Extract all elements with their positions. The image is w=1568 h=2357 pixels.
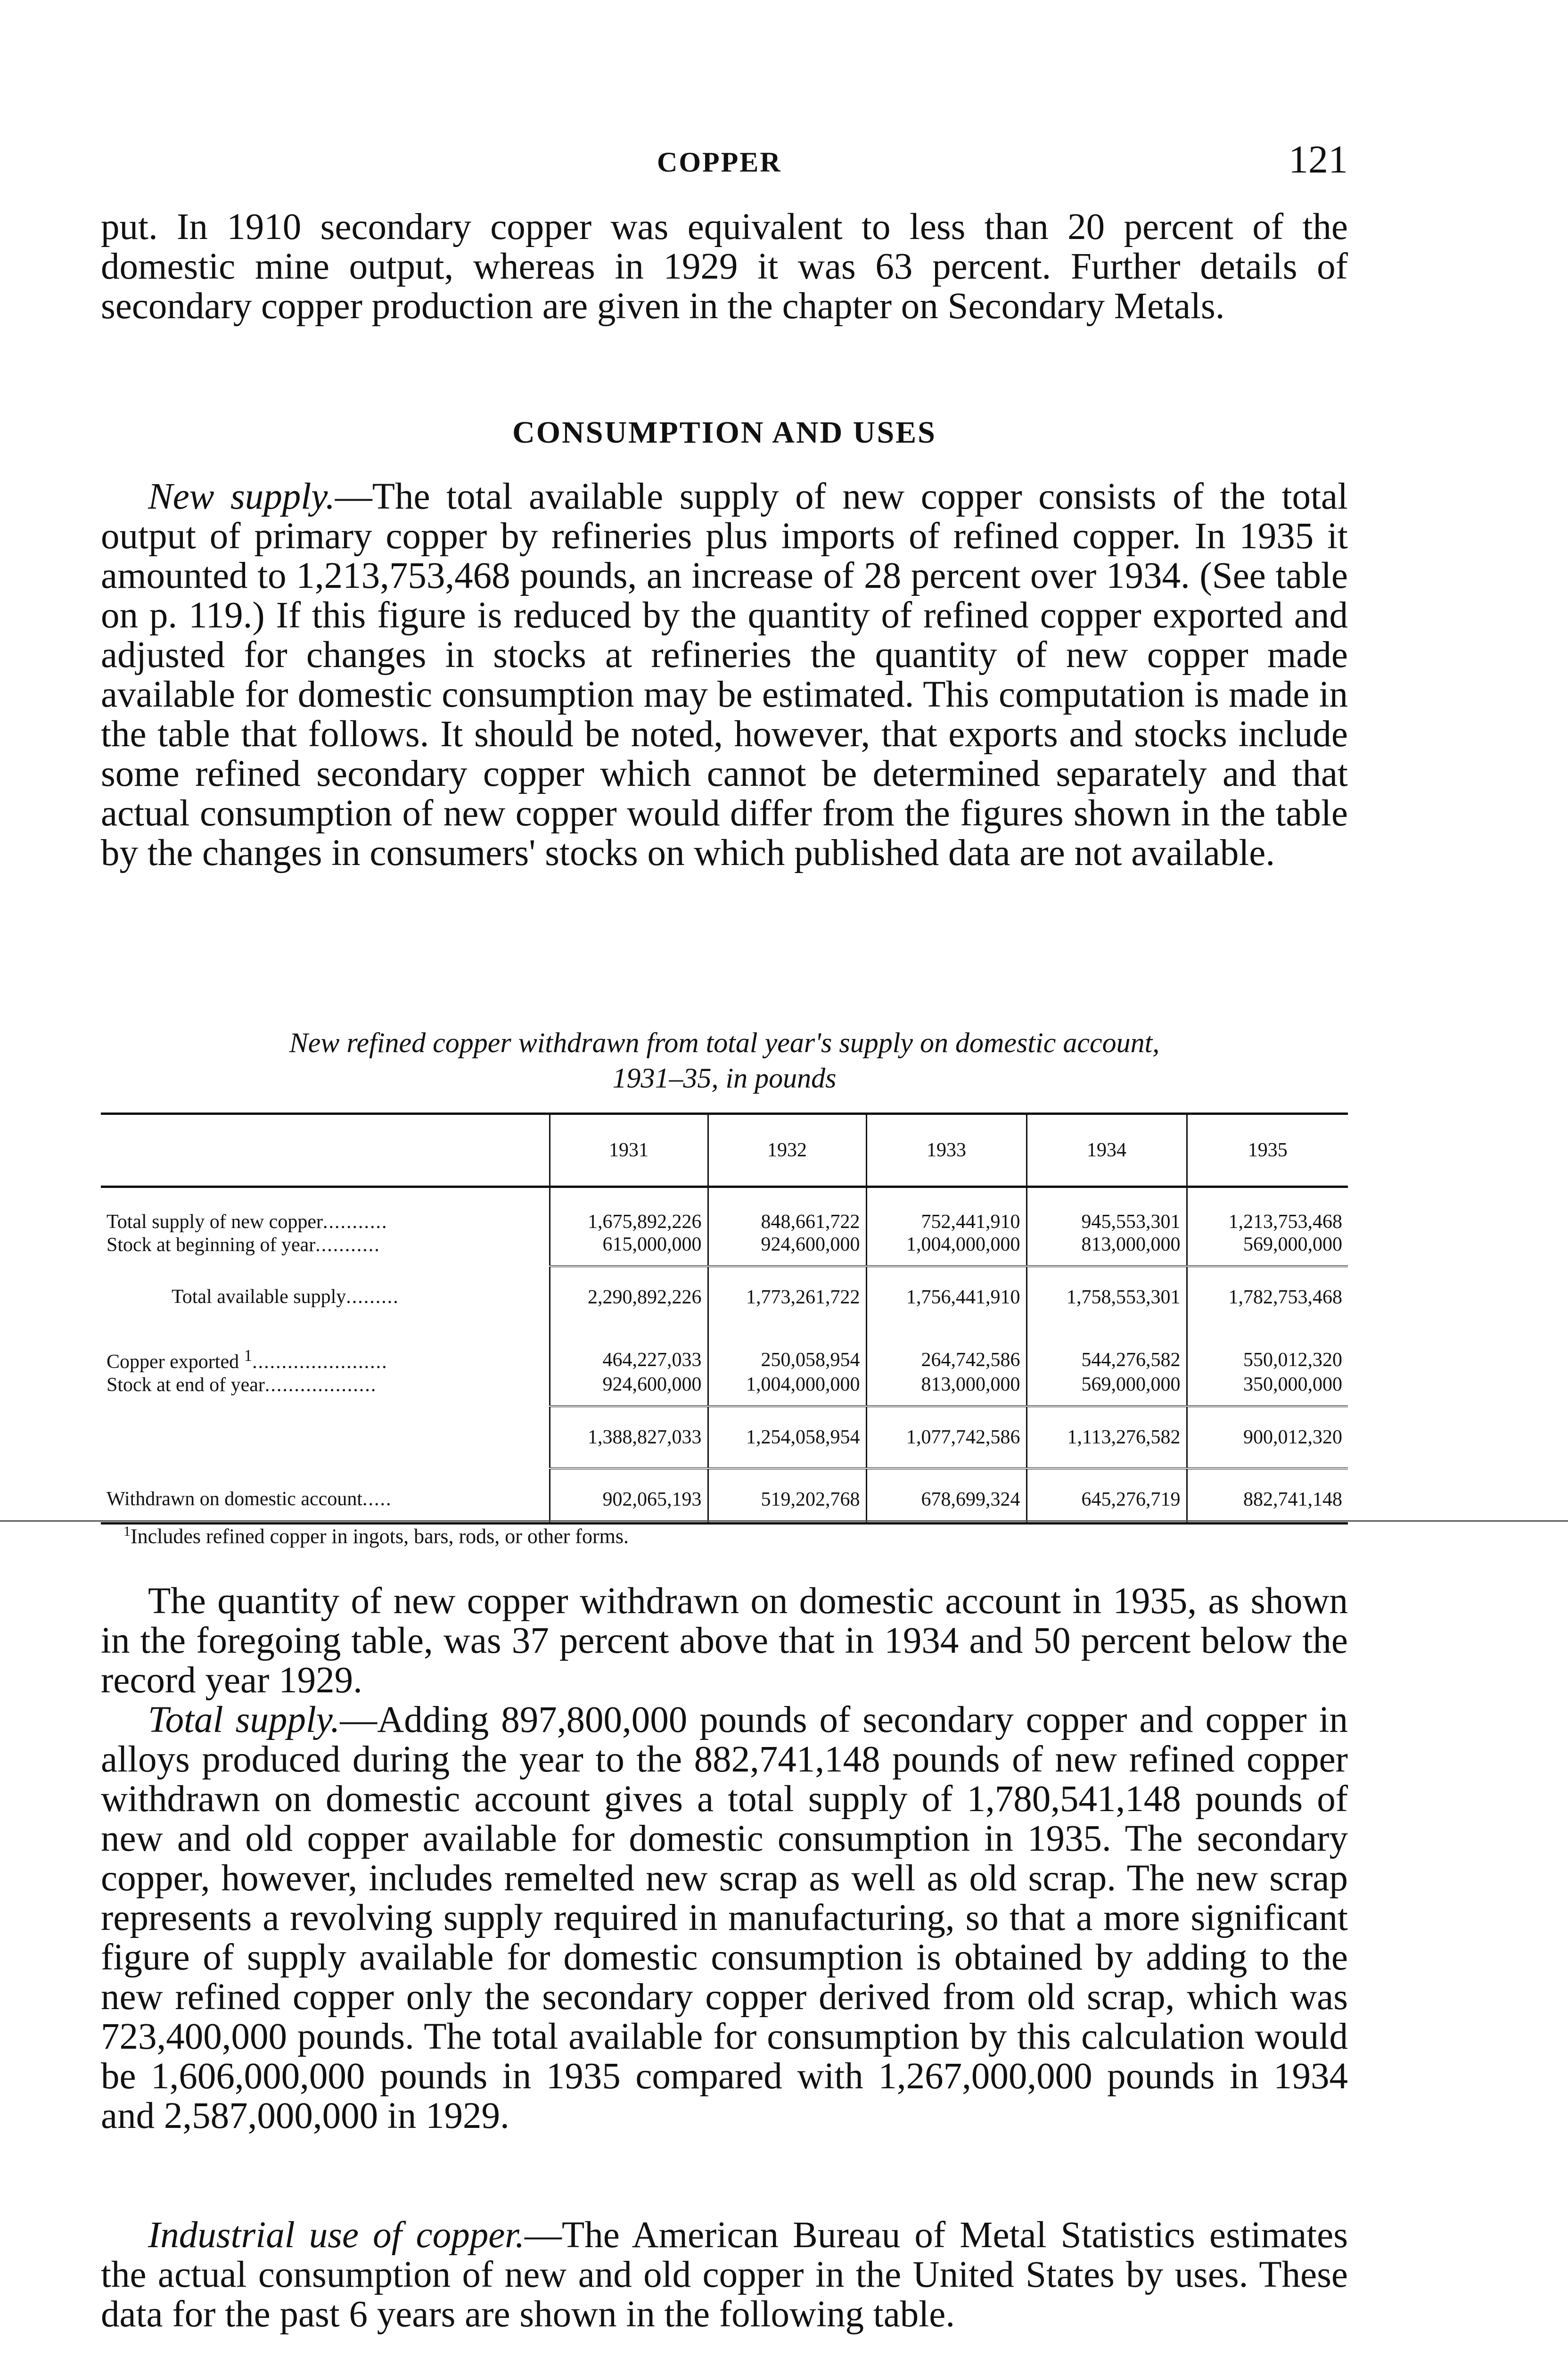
table-cell: 902,065,193 bbox=[550, 1468, 708, 1524]
page-header bbox=[101, 138, 1348, 184]
row-label: Stock at beginning of year........... bbox=[107, 1234, 380, 1256]
table-cell: 678,699,324 bbox=[866, 1468, 1026, 1524]
page-number: 121 bbox=[1289, 138, 1348, 181]
table-cell: 464,227,033 bbox=[550, 1327, 708, 1373]
table-cell: 350,000,000 bbox=[1187, 1373, 1348, 1406]
table-title-line-1: New refined copper withdrawn from total year's supply on domestic account, bbox=[289, 1027, 1160, 1058]
table-cell: 1,773,261,722 bbox=[708, 1266, 866, 1327]
column-header-year: 1934 bbox=[1026, 1114, 1187, 1187]
table-header-row bbox=[101, 1114, 1348, 1187]
table-row-total bbox=[101, 1266, 1348, 1327]
column-header-label bbox=[101, 1114, 550, 1187]
table-cell: 1,213,753,468 bbox=[1187, 1187, 1348, 1234]
row-label: Withdrawn on domestic account..... bbox=[101, 1468, 550, 1524]
table-cell: 882,741,148 bbox=[1187, 1468, 1348, 1524]
table-cell: 924,600,000 bbox=[708, 1233, 866, 1266]
column-header-year: 1935 bbox=[1187, 1114, 1348, 1187]
table-cell: 848,661,722 bbox=[708, 1187, 866, 1234]
row-label-empty bbox=[101, 1406, 550, 1468]
run-in-heading-new-supply: New supply. bbox=[148, 476, 335, 517]
row-label: Total available supply......... bbox=[172, 1286, 399, 1308]
table-cell: 1,758,553,301 bbox=[1026, 1266, 1187, 1327]
column-header-year: 1932 bbox=[708, 1114, 866, 1187]
row-label: Stock at end of year................... bbox=[107, 1374, 377, 1396]
table-row bbox=[101, 1233, 1348, 1266]
table-title bbox=[101, 1025, 1348, 1096]
table-cell: 924,600,000 bbox=[550, 1373, 708, 1406]
paragraph-new-supply bbox=[101, 477, 1348, 873]
table-cell: 1,782,753,468 bbox=[1187, 1266, 1348, 1327]
running-head: COPPER bbox=[657, 147, 782, 178]
table-cell: 1,113,276,582 bbox=[1026, 1406, 1187, 1468]
table-cell: 813,000,000 bbox=[1026, 1233, 1187, 1266]
table-row-withdrawn bbox=[101, 1468, 1348, 1524]
table-row bbox=[101, 1187, 1348, 1234]
table-title-line-2: 1931–35, in pounds bbox=[612, 1063, 837, 1094]
footnote-rule bbox=[0, 1520, 1568, 1522]
section-heading: CONSUMPTION AND USES bbox=[512, 415, 936, 450]
column-header-year: 1933 bbox=[866, 1114, 1026, 1187]
footnote-mark: 1 bbox=[123, 1524, 131, 1539]
table-cell: 752,441,910 bbox=[866, 1187, 1026, 1234]
table-row-subtotal bbox=[101, 1406, 1348, 1468]
column-header-year: 1931 bbox=[550, 1114, 708, 1187]
paragraph-industrial-use bbox=[101, 2216, 1348, 2334]
footnote-mark: 1 bbox=[244, 1346, 253, 1365]
table-cell: 813,000,000 bbox=[866, 1373, 1026, 1406]
row-label: Total supply of new copper........... bbox=[107, 1211, 388, 1233]
table-cell: 569,000,000 bbox=[1187, 1233, 1348, 1266]
table-cell: 900,012,320 bbox=[1187, 1406, 1348, 1468]
table-cell: 1,077,742,586 bbox=[866, 1406, 1026, 1468]
run-in-heading-industrial-use: Industrial use of copper. bbox=[148, 2215, 525, 2256]
table-cell: 544,276,582 bbox=[1026, 1327, 1187, 1373]
paragraph-secondary-copper: put. In 1910 secondary copper was equivalent to less than 20 percent of the domestic mine output, whereas in 1929 it was 63 percent. Further details of secondary copper production are given in the chapter on Secondary Metals. bbox=[101, 206, 1348, 327]
paragraph-quantity-withdrawn: The quantity of new copper withdrawn on domestic account in 1935, as shown in the foregoing table, was 37 percent above that in 1934 and 50 percent below the record year 1929. bbox=[101, 1581, 1348, 1701]
table-cell: 1,254,058,954 bbox=[708, 1406, 866, 1468]
paragraph-industrial-use-text: —The American Bureau of Metal Statistics estimates the actual consumption of new and old copper in the United States by uses. These data for the past 6 years are shown in the following table. bbox=[101, 2215, 1348, 2335]
table-cell: 615,000,000 bbox=[550, 1233, 708, 1266]
table-cell: 645,276,719 bbox=[1026, 1468, 1187, 1524]
row-label: Copper exported $^1$....................... bbox=[107, 1346, 388, 1373]
run-in-heading-total-supply: Total supply. bbox=[148, 1699, 340, 1740]
footnote bbox=[123, 1524, 629, 1549]
table-cell: 250,058,954 bbox=[708, 1327, 866, 1373]
table-cell: 945,553,301 bbox=[1026, 1187, 1187, 1234]
paragraph-total-supply bbox=[101, 1700, 1348, 2136]
table-cell: 1,004,000,000 bbox=[866, 1233, 1026, 1266]
table-cell: 1,756,441,910 bbox=[866, 1266, 1026, 1327]
table-cell: 1,675,892,226 bbox=[550, 1187, 708, 1234]
table-cell: 264,742,586 bbox=[866, 1327, 1026, 1373]
paragraph-total-supply-text: —Adding 897,800,000 pounds of secondary copper and copper in alloys produced during the year to the 882,741,148 pounds of new refined copper withdrawn on domestic account gives a total supply of 1,780,541,148 pounds of new and old copper available for domestic consumption in 1935. The secondary copper, however, includes remelted new scrap as well as old scrap. The new scrap represents a revolving supply required in manufacturing, so that a more significant figure of supply available for domestic consumption is obtained by adding to the new refined copper only the secondary copper derived from old scrap, which was 723,400,000 pounds. The total available for consumption by this calculation would be 1,606,000,000 pounds in 1935 compared with 1,267,000,000 pounds in 1934 and 2,587,000,000 in 1929. bbox=[101, 1699, 1348, 2136]
table-cell: 2,290,892,226 bbox=[550, 1266, 708, 1327]
footnote-text: Includes refined copper in ingots, bars, rods, or other forms. bbox=[131, 1525, 629, 1548]
table-row bbox=[101, 1373, 1348, 1406]
table-cell: 1,004,000,000 bbox=[708, 1373, 866, 1406]
table-row bbox=[101, 1327, 1348, 1373]
table-cell: 550,012,320 bbox=[1187, 1327, 1348, 1373]
copper-withdrawal-table bbox=[101, 1113, 1348, 1525]
table-cell: 569,000,000 bbox=[1026, 1373, 1187, 1406]
paragraph-new-supply-text: —The total available supply of new copper consists of the total output of primary copper by refineries plus imports of refined copper. In 1935 it amounted to 1,213,753,468 pounds, an increase of 28 percent over 1934. (See table on p. 119.) If this figure is reduced by the quantity of refined copper exported and adjusted for changes in stocks at refineries the quantity of new copper made available for domestic consumption may be estimated. This computation is made in the table that follows. It should be noted, however, that exports and stocks include some refined secondary copper which cannot be determined separately and that actual consumption of new copper would differ from the figures shown in the table by the changes in consumers' stocks on which published data are not available. bbox=[101, 476, 1348, 874]
table-cell: 519,202,768 bbox=[708, 1468, 866, 1524]
table-cell: 1,388,827,033 bbox=[550, 1406, 708, 1468]
